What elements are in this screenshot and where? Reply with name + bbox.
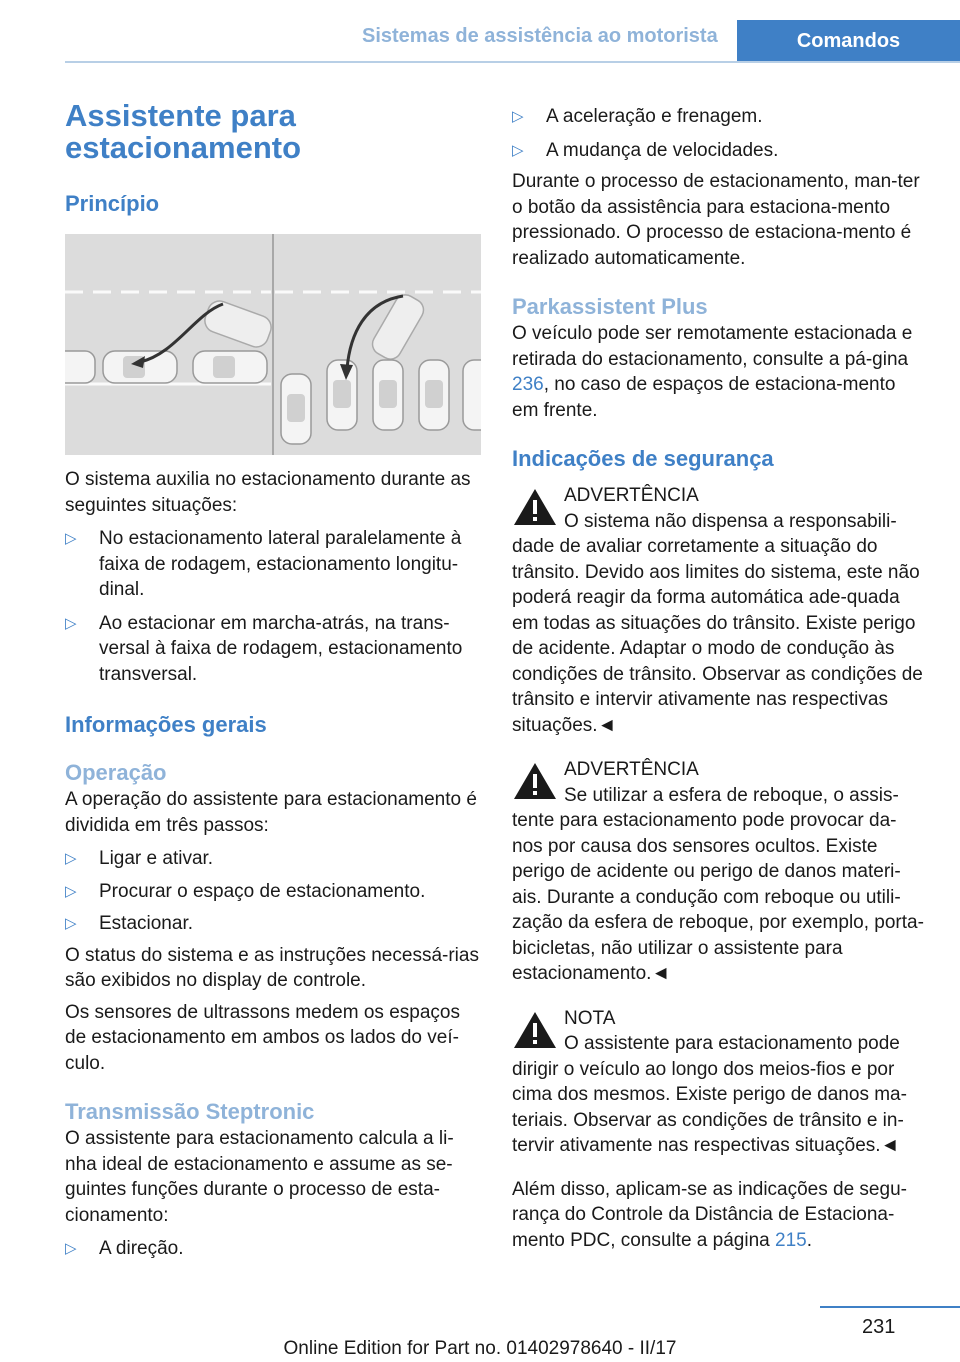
situations-list xyxy=(65,526,481,687)
warning-title: ADVERTÊNCIA xyxy=(564,485,699,506)
parking-illustration xyxy=(65,234,481,455)
note-title: NOTA xyxy=(564,1007,616,1029)
left-column xyxy=(65,100,481,1262)
status-paragraph: O status do sistema e as instruções necessá-rias são exibidos no display de controle. xyxy=(65,944,479,991)
parkassistent-heading: Parkassistent Plus xyxy=(512,294,708,319)
final-paragraph: Além disso, aplicam-se as indicações de segu-rança do Controle da Distância de Estaciona-mento PDC, consulte a página 215. xyxy=(512,1178,907,1251)
running-section-title: Sistemas de assistência ao motorista xyxy=(362,25,718,47)
operation-heading: Operação xyxy=(65,760,167,785)
list-item: ▷ Procurar o espaço de estacionamento. xyxy=(65,879,481,905)
general-info-heading: Informações gerais xyxy=(65,712,267,737)
triangle-bullet-icon: ▷ xyxy=(512,108,524,125)
page-number: 231 xyxy=(862,1316,896,1338)
note-text: dirigir o veículo ao longo dos meios-fios e por cima dos mesmos. Existe perigo de danos ma-teriais. Observar as condições de trânsito e in-tervir ativamente nas respectivas situações.◄ xyxy=(512,1058,907,1156)
operation-paragraph: A operação do assistente para estacionamento é dividida em três passos: xyxy=(65,789,477,836)
warning-block: ADVERTÊNCIA O sistema não dispensa a responsabili- dade de avaliar corretamente a situação do trânsito. Devido aos limites do sistema, este não poderá reagir da forma automática ade-quada em todas as situações do trânsito. Existe perigo de acidente. Adaptar o modo de condução às condições de trânsito. Observar as condições de trânsito e intervir ativamente nas respectivas situações.◄ xyxy=(512,483,924,738)
parkassistent-paragraph: O veículo pode ser remotamente estacionada e retirada do estacionamento, consulte a pá-gina 236, no caso de espaços de estaciona-mento em frente. xyxy=(512,323,913,421)
warning-text: tente para estacionamento pode provocar da-nos por causa dos sensores ocultos. Existe perigo de acidente ou perigo de danos materi-ais. Durante a condução com reboque ou utili-zação da esfera de reboque, por exemplo, porta-bicicletas, não utilizar o assistente para estacionamento.◄ xyxy=(512,810,924,984)
triangle-bullet-icon: ▷ xyxy=(512,141,524,159)
list-item: ▷ Ligar e ativar. xyxy=(65,846,481,872)
list-item: ▷ A mudança de velocidades. xyxy=(512,138,924,164)
triangle-bullet-icon: ▷ xyxy=(65,1240,77,1257)
parking-diagram-svg xyxy=(65,234,481,455)
list-item: ▷ Estacionar. xyxy=(65,911,481,937)
warning-triangle-icon xyxy=(512,1010,558,1050)
functions-list xyxy=(65,1236,481,1262)
warning-block: ADVERTÊNCIA Se utilizar a esfera de reboque, o assis- tente para estacionamento pode provocar da-nos por causa dos sensores ocultos. Existe perigo de acidente ou perigo de danos materi-ais. Durante a condução com reboque ou utili-zação da esfera de reboque, por exemplo, porta-bicicletas, não utilizar o assistente para estacionamento.◄ xyxy=(512,757,924,987)
sensors-paragraph: Os sensores de ultrassons medem os espaços de estacionamento em ambos os lados do veí-culo. xyxy=(65,1001,460,1074)
triangle-bullet-icon: ▷ xyxy=(65,614,77,632)
header-rule xyxy=(65,61,960,63)
list-item: ▷ No estacionamento lateral paralelamente à faixa de rodagem, estacionamento longitu-dinal. xyxy=(65,528,462,600)
warning-title: ADVERTÊNCIA xyxy=(564,759,699,780)
triangle-bullet-icon: ▷ xyxy=(65,530,77,547)
right-column xyxy=(512,104,924,1253)
warning-triangle-icon xyxy=(512,761,558,801)
page-link-236[interactable]: 236 xyxy=(512,374,544,395)
list-item: ▷ A aceleração e frenagem. xyxy=(512,104,924,130)
triangle-bullet-icon: ▷ xyxy=(65,915,77,932)
functions-list-continued xyxy=(512,104,924,163)
steps-list xyxy=(65,846,481,937)
principle-heading: Princípio xyxy=(65,191,160,216)
footer-rule xyxy=(820,1306,960,1308)
triangle-bullet-icon: ▷ xyxy=(65,882,77,900)
note-block: NOTA O assistente para estacionamento pode dirigir o veículo ao longo dos meios-fios e por cima dos mesmos. Existe perigo de danos ma-teriais. Observar as condições de trânsito e in-tervir ativamente nas respectivas situações.◄ xyxy=(512,1006,924,1159)
triangle-bullet-icon: ▷ xyxy=(65,850,77,867)
safety-heading: Indicações de segurança xyxy=(512,446,774,471)
intro-paragraph: O sistema auxilia no estacionamento durante as seguintes situações: xyxy=(65,469,471,516)
warning-text: dade de avaliar corretamente a situação do trânsito. Devido aos limites do sistema, este não poderá reagir da forma automática ade-quada em todas as situações do trânsito. Existe perigo de acidente. Adaptar o modo de condução às condições de trânsito. Observar as condições de trânsito e intervir ativamente nas respectivas situações.◄ xyxy=(512,536,923,736)
list-item: ▷ A direção. xyxy=(65,1236,481,1262)
steptronic-paragraph: O assistente para estacionamento calcula a li-nha ideal de estacionamento e assume as se-guintes funções durante o processo de esta-cionamento: xyxy=(65,1128,454,1226)
page-link-215[interactable]: 215 xyxy=(775,1229,807,1251)
page-title: Assistente para estacionamento xyxy=(65,98,302,165)
list-item: ▷ Ao estacionar em marcha-atrás, na trans-versal à faixa de rodagem, estacionamento transversal. xyxy=(65,612,463,685)
edition-line: Online Edition for Part no. 01402978640 - II/17 xyxy=(283,1338,677,1359)
hold-button-paragraph: Durante o processo de estacionamento, man-ter o botão da assistência para estaciona-mento pressionado. O processo de estaciona-mento é realizado automaticamente. xyxy=(512,171,920,269)
warning-triangle-icon xyxy=(512,487,558,527)
steptronic-heading: Transmissão Steptronic xyxy=(65,1099,315,1124)
chapter-tab: Comandos xyxy=(737,20,960,62)
